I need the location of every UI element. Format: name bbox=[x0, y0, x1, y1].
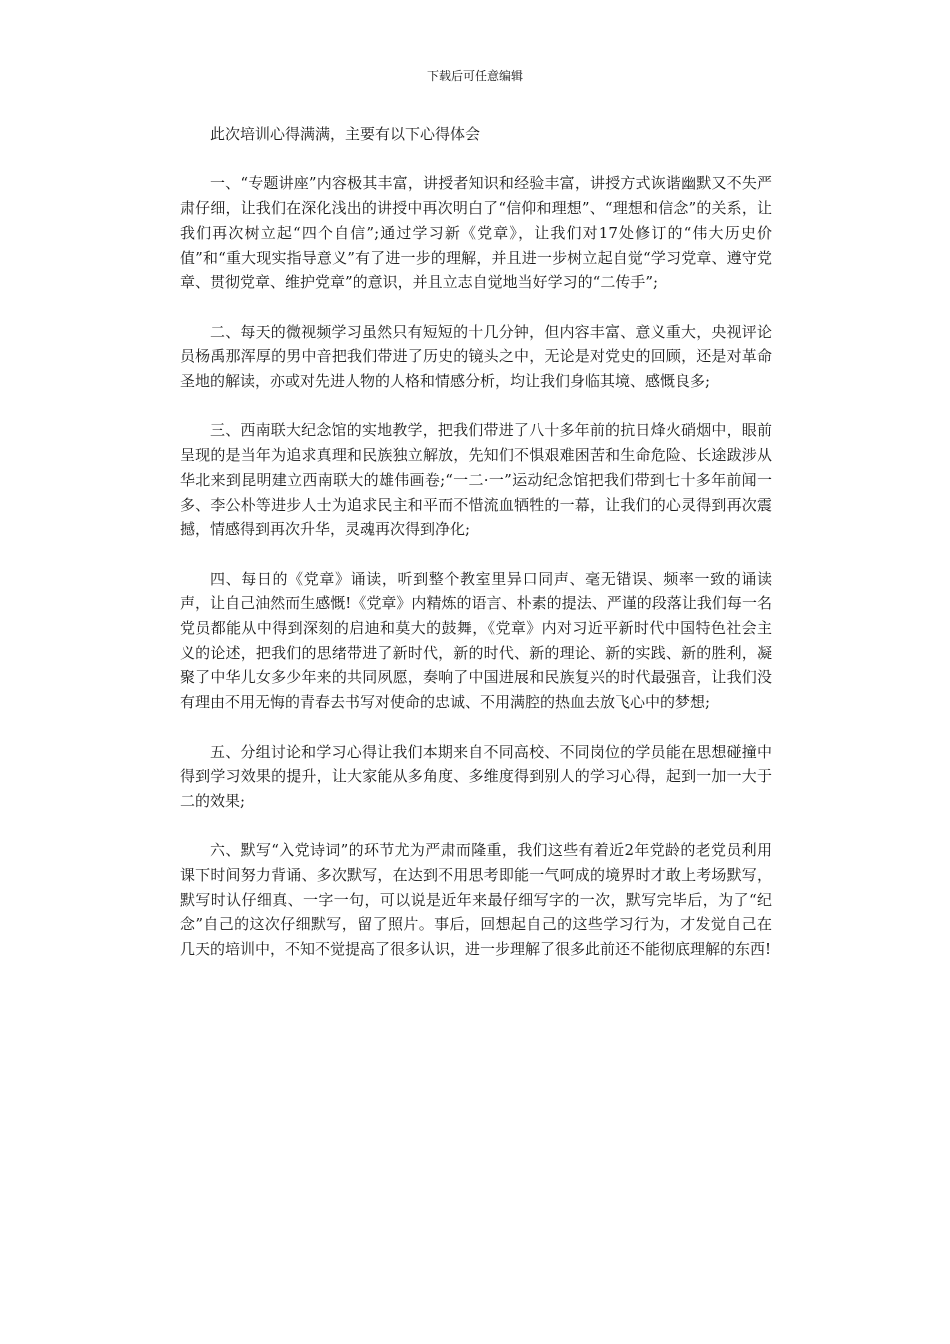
paragraph-1: 一、“专题讲座”内容极其丰富，讲授者知识和经验丰富，讲授方式诙谐幽默又不失严肃仔细，让我们在深化浅出的讲授中再次明白了“信仰和理想”、“理想和信念”的关系，让我们再次树立起“四个自信”;通过学习新《党章》，让我们对17处修订的“伟大历史价值”和“重大现实指导意义”有了进一步的理解，并且进一步树立起自觉“学习党章、遵守党章、贯彻党章、维护党章”的意识，并且立志自觉地当好学习的“二传手”; bbox=[180, 174, 772, 292]
paragraph-6: 六、默写“入党诗词”的环节尤为严肃而隆重，我们这些有着近2年党龄的老党员利用课下时间努力背诵、多次默写，在达到不用思考即能一气呵成的境界时才敢上考场默写，默写时认仔细真、一字一句，可以说是近年来最仔细写字的一次，默写完毕后，为了“纪念”自己的这次仔细默写，留了照片。事后，回想起自己的这些学习行为，才发觉自己在几天的培训中，不知不觉提高了很多认识，进一步理解了很多此前还不能彻底理解的东西! bbox=[180, 841, 772, 959]
document-body bbox=[180, 122, 772, 962]
paragraph-4: 四、每日的《党章》诵读，听到整个教室里异口同声、毫无错误、频率一致的诵读声，让自己油然而生感慨!《党章》内精炼的语言、朴素的提法、严谨的段落让我们每一名党员都能从中得到深刻的启迪和莫大的鼓舞，《党章》内对习近平新时代中国特色社会主义的论述，把我们的思绪带进了新时代，新的时代、新的理论、新的实践、新的胜利，凝聚了中华儿女多少年来的共同夙愿，奏响了中国进展和民族复兴的时代最强音，让我们没有理由不用无悔的青春去书写对使命的忠诚、不用满腔的热血去放飞心中的梦想; bbox=[180, 569, 772, 712]
paragraph-5: 五、分组讨论和学习心得让我们本期来自不同高校、不同岗位的学员能在思想碰撞中得到学习效果的提升，让大家能从多角度、多维度得到别人的学习心得，起到一加一大于二的效果; bbox=[180, 742, 772, 810]
document-intro: 此次培训心得满满，主要有以下心得体会 bbox=[210, 125, 481, 143]
download-editable-note: 下载后可任意编辑 bbox=[426, 69, 523, 83]
paragraph-2: 二、每天的微视频学习虽然只有短短的十几分钟，但内容丰富、意义重大，央视评论员杨禹那浑厚的男中音把我们带进了历史的镜头之中，无论是对党史的回顾，还是对革命圣地的解读，亦或对先进人物的人格和情感分析，均让我们身临其境、感慨良多; bbox=[180, 322, 772, 390]
paragraph-3: 三、西南联大纪念馆的实地教学，把我们带进了八十多年前的抗日烽火硝烟中，眼前呈现的是当年为追求真理和民族独立解放，先知们不惧艰难困苦和生命危险、长途跋涉从华北来到昆明建立西南联大的雄伟画卷;“一二·一”运动纪念馆把我们带到七十多年前闻一多、李公朴等进步人士为追求民主和平而不惜流血牺牲的一幕，让我们的心灵得到再次震撼，情感得到再次升华，灵魂再次得到净化; bbox=[180, 421, 772, 539]
